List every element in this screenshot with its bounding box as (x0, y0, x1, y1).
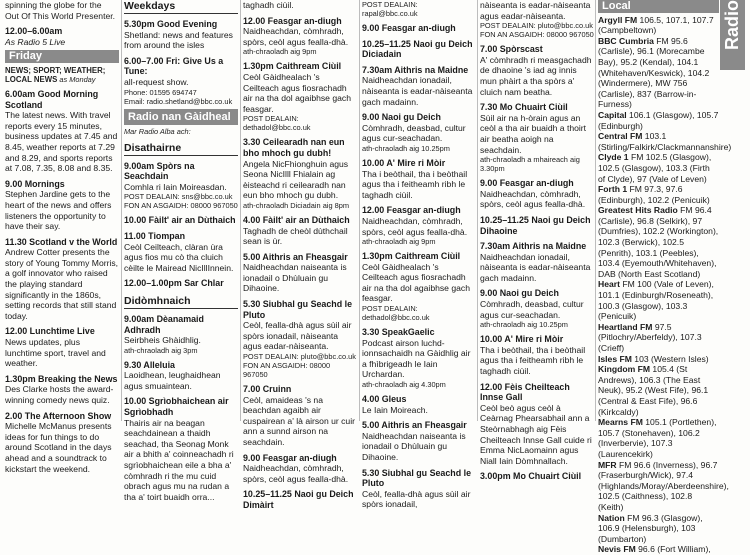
station-entry (598, 364, 719, 417)
repeat-note: ath-chraoladh Diciadain aig 8pm (243, 200, 349, 210)
programme-post: POST DEALAIN: dethadol@bbc.co.uk (243, 114, 311, 133)
column-2 (124, 0, 238, 502)
programme-title: 6.00am Good Morning Scotland (5, 88, 99, 110)
repeat-note: ath-chraoladh a mhaireach aig 3.30pm (480, 155, 580, 174)
programme-desc: nàiseanta is eadar-nàiseanta agus eadar-nàiseanta. (480, 0, 591, 21)
station-entry (598, 152, 719, 184)
station-name: Kingdom FM (598, 364, 651, 375)
station-name: Argyll FM (598, 14, 638, 25)
programme-desc: Ceòl, amaideas 's na beachdan agaibh air cuspairean a' là airson ur cuir ann a sunnd airson na seachdain. (243, 394, 355, 447)
programme-title: 10.25–11.25 Naoi gu Deich Dihaoine (480, 214, 591, 236)
station-frequencies: 105.4 (St Andrews), 106.3 (The East Neuk), 95.2 (West Fife), 96.1 (Central & East Fife), 96.6 (Kirkcaldy) (598, 364, 709, 417)
tag-line (5, 75, 119, 84)
station-frequencies: 106.1 (Glasgow), 105.7 (Edinburgh) (598, 109, 719, 131)
day-heading: Disathairne (124, 142, 238, 156)
programme-desc: Naidheachdan naiseanta is ionadail o Dhùluain gu Dihaoine. (243, 262, 347, 294)
station-frequencies: FM 102.5 (Glasgow), 102.5 (Glasgow), 103.3 (Firth of Clyde), 97 (Vale of Leven) (598, 152, 712, 184)
programme-title: 1.30pm Caithream Ciùil (362, 251, 461, 262)
intro-line: Out Of This World Presenter. (5, 10, 116, 21)
programme-post: POST DEALAIN: pluto@bbc.co.uk (480, 21, 593, 31)
programme-desc: A' còmhradh ri measgachadh de dhaoine 's iad ag innis mun phàirt a tha spòrs a' cluich nam beatha. (480, 54, 592, 97)
programme-title: 2.00 The Afternoon Show (5, 410, 112, 421)
programme-title: 10.25–11.25 Naoi gu Deich Dimàirt (243, 489, 354, 510)
programme-desc: Sùil air na h-òrain agus an ceòl a tha air buaidh a thoirt air beatha aoigh na seachdain. (480, 112, 587, 155)
programme-desc: Ceòl, fealla-dhà agus sùil air spòrs ionadail, nàiseanta agus eadar-nàiseanta. (243, 320, 352, 352)
programme-title: 9.00 Naoi gu Deich (362, 112, 441, 123)
station-name: BBC Cumbria (598, 35, 654, 46)
station-frequencies: FM 96.4 (Carlisle), 96.8 (Selkirk), 97 (Dumfries), 102.2 (Workington), 102.3 (Berwick), 102.5 (Penrith), 103.1 (Peebles), 103.4 (Eyemouth/Whitehaven), DAB (North East Scotland) (598, 205, 719, 279)
programme-post: POST DEALAIN: pluto@bbc.co.uk (243, 352, 356, 362)
station-entry (598, 110, 719, 131)
programme-title: 3.30 Ceilearadh nan eun bho mhoch gu dubh! (243, 137, 345, 158)
station-frequencies: FM 96.3 (Glasgow), 106.9 (Helensburgh), 103 (Dumbarton) (598, 512, 703, 544)
programme-title: 9.00 Feasgar an-diugh (362, 23, 456, 33)
column-3 (243, 0, 356, 510)
column-5 (480, 0, 594, 482)
station-frequencies: FM 95.6 (Carlisle), 96.1 (Morecambe Bay), 95.2 (Kendal), 104.1 (Whitehaven/Keswick), 104.2 (Windermere), MW 756 (Carlisle), 837 (Barrow-in-Furness) (598, 35, 710, 110)
programme-desc: Ceòl, fealla-dhà agus sùil air spòrs ionadail, (362, 488, 471, 510)
programme-title: 9.00 Feasgar an-diugh (480, 178, 574, 189)
contact-email: Email: radio.shetland@bbc.co.uk (124, 96, 233, 106)
station-entry (598, 15, 719, 36)
programme-desc: Ceòl beò agus ceòl à Ceàrnag Phearsabhail ann a Steòrnabhagh aig Fèis Cheilteach Innse Gall cuide ri Emma NicLaomainn agus Niall Iain Dòmhnallach. (480, 402, 592, 466)
station-entry (598, 205, 719, 279)
station-name: Mearns FM (598, 417, 643, 428)
programme-title: 1.30pm Breaking the News (5, 373, 118, 384)
repeat-note: ath-chraoladh aig 9pm (243, 47, 317, 57)
station-name: Central FM (598, 131, 643, 142)
repeat-note: ath-chraoladh aig 9pm (362, 237, 436, 247)
programme-desc: Thairis air na beagan seachdainean a thaidh seachad, tha Seonag Monk air a bhith a' coinneachadh ri sgrìobhaichean eile a bha a' còmhradh ri the mu cuid obrach agus mu na rudan a tha a' toirt buaidh orra... (124, 417, 234, 502)
station-name: Nevis FM (598, 544, 636, 555)
contact-phone: Phone: 01595 694747 (124, 87, 197, 97)
programme-title: 12.00–6.00am (5, 26, 63, 37)
station-entry (598, 279, 719, 321)
programme-desc: News updates, plus lunchtime sport, travel and weather. (5, 337, 106, 369)
programme-desc: Naidheachdan, còmhradh, spòrs, ceòl agus fealla-dhà. (243, 26, 349, 47)
programme-phone: FON AN ASGAIDH: 08000 967050 (124, 201, 238, 211)
programme-phone: FON AN ASGAIDH: 08000 967050 (243, 361, 331, 380)
programme-title: 7.00 Cruinn (243, 384, 292, 395)
programme-title: 10.25–11.25 Naoi gu Deich Diciadain (362, 38, 473, 60)
station-frequencies: 105.1 (Portlethen), 105.7 (Stonehaven), 106.2 (Inverbervie), 107.3 (Laurencekirk) (598, 417, 717, 459)
programme-desc: Angela NicFhionghuin agus Seona NicIlll Fhialain ag èisteachd ri ceilearadh nan eun bho mhoch gu dubh. (243, 158, 349, 201)
programme-title: 7.30am Aithris na Maidne (480, 241, 587, 252)
section-heading: Weekdays (124, 0, 238, 14)
programme-title: 1.30pm Caithream Ciùil (243, 61, 342, 72)
programme-post: POST DEALAIN: dethadol@bbc.co.uk (362, 304, 430, 323)
station-name: Greatest Hits Radio (598, 205, 678, 216)
programme-desc: Ceòl Ceilteach, clàran ùra agus fios mu cò tha cluich cèilte le Mairead NicIllInnein. (124, 241, 234, 273)
programme-title: 4.00 Gleus (362, 394, 407, 405)
station-entry (598, 322, 719, 354)
programme-desc: Des Clarke hosts the award-winning comedy news quiz. (5, 384, 114, 405)
programme-desc: Laoidhean, leughaidhean agus smuaintean. (124, 370, 221, 391)
programme-title: 12.00 Feasgar an-diugh (243, 15, 342, 26)
station-entry (598, 184, 719, 205)
radio-vertical-label: Radio (720, 0, 745, 70)
programme-desc: Naidheachdan, còmhradh, spòrs, ceòl agus fealla-dhà. (362, 215, 468, 237)
programme-title: 5.30 Siubhal gu Seachd le Pluto (243, 299, 353, 320)
programme-desc: Stephen Jardine gets to the heart of the news and offers listeners the opportunity to have their say. (5, 189, 112, 232)
programme-title: 5.30 Siubhal gu Seachd le Pluto (362, 467, 472, 489)
station-name: Nation (598, 512, 625, 523)
programme-title: 12.00 Lunchtime Live (5, 326, 95, 337)
repeat-note: ath-chraoladh aig 10.25pm (362, 143, 450, 153)
repeat-note: ath-chraoladh aig 4.30pm (362, 380, 446, 390)
programme-title: 12.00 Fèis Cheilteach Innse Gall (480, 381, 570, 403)
programme-title: 3.00pm Mo Chuairt Ciùil (480, 471, 582, 482)
station-name: Clyde 1 (598, 152, 629, 163)
programme-desc: Andrew Cotter presents the story of Young Tommy Morris, a golf innovator who raised the playing standard significantly in the 1860s, setting records that still stand today. (5, 247, 119, 321)
station-frequencies: 103 (Western Isles) (631, 353, 709, 364)
programme-title: 6.00–7.00 Fri: Give Us a Tune: (124, 55, 224, 77)
programme-desc: Comhla ri Iain Moireasdan. (124, 181, 227, 192)
programme-title: 12.00 Feasgar an-diugh (362, 205, 461, 216)
programme-title: 3.30 SpeakGaelic (362, 327, 435, 338)
programme-desc: Naidheachdan, còmhradh, spòrs, ceòl agus fealla-dhà. (243, 463, 349, 484)
station-frequencies: 96.6 (Fort William), (635, 544, 711, 555)
programme-title: 7.30am Aithris na Maidne (362, 64, 469, 75)
programme-title: 9.30 Alleluia (124, 359, 175, 370)
programme-desc: Naidheachdan, còmhradh, spòrs, ceòl agus fealla-dhà. (480, 188, 586, 210)
programme-post: POST DEALAIN: rapal@bbc.co.uk (362, 0, 418, 18)
programme-desc: Còmhradh, deasbad, cultur agus cur-seachadan. (480, 299, 584, 320)
programme-desc: Ceòl Gàidhealach 's Ceilteach agus fiosrachadh air na tha dol agaibhse gach feasgar. (243, 71, 351, 114)
programme-title: 7.00 Spòrscast (480, 44, 543, 55)
programme-desc: Michelle McManus presents ideas for fun things to do around Scotland in the days ahead and a soundtrack to kickstart the weekend. (5, 421, 112, 474)
programme-desc: Seirbheis Ghàidhlig. (124, 335, 201, 346)
programme-desc: As Radio 5 Live (5, 36, 66, 47)
programme-desc: Naidheachdan ionadail, nàiseanta is eadar-nàiseanta gach madainn. (362, 75, 473, 107)
programme-title: 10.00 Sgrìobhaichean air Sgrìobhadh (124, 396, 229, 418)
programme-title: 10.00 A' Mire ri Mòir (362, 157, 446, 168)
tag-line-bold: NEWS; SPORT; WEATHER; (5, 65, 106, 75)
programme-desc: taghadh ciùil. (243, 0, 294, 10)
column-divider (240, 0, 241, 421)
programme-title: 5.30pm Good Evening (124, 19, 218, 29)
programme-desc: Taghadh de cheòl dùthchail sean is ùr. (243, 225, 348, 247)
column-1 (5, 0, 119, 474)
station-entry (598, 36, 719, 110)
programme-desc: Shetland: news and features from around the isles (124, 29, 233, 51)
programme-title: 10.00 A' Mire ri Mòir (480, 334, 564, 345)
programme-desc: Ceòl Gàidhealach 's Ceilteach agus fiosrachadh air na tha dol agaibhse gach feasgar. (362, 261, 470, 304)
day-heading: Friday (5, 50, 119, 63)
station-entry (598, 417, 719, 459)
repeat-note: ath-chraoladh aig 3pm (124, 345, 198, 355)
day-heading: Didòmhnaich (124, 295, 238, 309)
tag-line (5, 66, 119, 75)
column-divider (121, 0, 122, 421)
programme-title: 9.00am Spòrs na Seachdain (124, 160, 195, 182)
station-entry (598, 354, 719, 365)
programme-desc: Naidheachdan ionadail, nàiseanta is eadar-nàiseanta gach madainn. (480, 251, 591, 283)
programme-title: 9.00 Mornings (5, 178, 65, 189)
programme-desc: The latest news. With travel reports every 15 minutes, business updates at 7.45 and 8.45, weather reports at 7.29 and 8.29, and sports reports at 7.08, 7.35, 8.08 and 8.35. (5, 110, 118, 174)
station-name: Forth 1 (598, 184, 628, 195)
station-frequencies: 97.5 (Pitlochry/Aberfeldy), 107.3 (Crieff) (598, 321, 702, 353)
station-entry (598, 513, 719, 545)
station-name: Heartland FM (598, 321, 653, 332)
programme-title: 9.00am Dèanamaid Adhradh (124, 313, 204, 335)
programme-desc: Tha i beòthail, tha i beòthail agus tha i feitheamh ribh le taghadh ciùil. (480, 344, 586, 377)
programme-phone: FON AN ASGAIDH: 08000 967050 (480, 30, 594, 40)
programme-title: 11.30 Scotland v the World (5, 236, 118, 247)
station-frequencies: FM 97.3, 97.6 (Edinburgh), 102.2 (Penicuik) (598, 184, 710, 205)
station-name: Capital (598, 109, 627, 120)
repeat-note: ath-chraoladh aig 10.25pm (480, 320, 568, 330)
station-entry (598, 459, 729, 513)
programme-title: 4.00 Fàilt' air an Dùthaich (243, 214, 350, 225)
station-list (598, 14, 732, 555)
programme-desc: Naidheachdan naiseanta is ionadail o Dhùluain gu Dihaoine. (362, 430, 466, 462)
station-name: MFR (598, 459, 617, 470)
station-entry (598, 544, 719, 555)
programme-desc: all-request show. (124, 76, 189, 87)
programme-title: 11.00 Tiompan (124, 230, 186, 241)
station-subheading: Mar Radio Alba ach: (124, 126, 191, 136)
tag-line-bold: LOCAL NEWS (5, 74, 58, 84)
station-name: Isles FM (598, 353, 632, 364)
tag-line-note: as Monday (57, 74, 96, 84)
column-divider (477, 0, 478, 421)
station-frequencies: FM 100 (Vale of Leven), 101.1 (Edinburgh/Roseneath), 100.3 (Glasgow), 103.3 (Penicuik) (598, 279, 714, 322)
programme-desc: Le Iain Moireach. (362, 404, 428, 415)
local-heading: Local (598, 0, 719, 13)
programme-title: 9.00 Naoi gu Deich (480, 288, 559, 299)
programme-title: 9.00 Feasgar an-diugh (243, 452, 337, 463)
programme-title: 7.30 Mo Chuairt Ciùil (480, 102, 568, 113)
programme-post: POST DEALAIN: sns@bbc.co.uk (124, 192, 233, 202)
programme-title: 12.00–1.00pm Sar Chlar (124, 278, 224, 289)
station-frequencies: 103.1 (Stirling/Falkirk/Clackmannanshire) (598, 131, 732, 152)
programme-title: 10.00 Fàilt' air an Dùthaich (124, 215, 236, 226)
programme-title: 5.00 Aithris an Fheasgair (362, 420, 467, 431)
station-frequencies: FM 96.6 (Inverness), 96.7 (Fraserburgh/Wick), 97.4 (Highlands/Moray/Aberdeenshire), 102.5 (Caithness), 102.8 (Keith) (598, 459, 729, 512)
station-frequencies: 106.5, 107.1, 107.7 (Campbeltown) (598, 14, 714, 36)
column-divider (595, 0, 596, 421)
programme-desc: Tha i beòthail, tha i beòthail agus tha i feitheamh ribh le taghadh ciùil. (362, 168, 468, 200)
programme-desc: Còmhradh, deasbad, cultur agus cur-seachadan. (362, 122, 466, 144)
programme-desc: Podcast airson luchd-ionnsachaidh na Gàidhlig air a fhìbrigeadh le Iain Urchardan. (362, 337, 471, 380)
column-divider (359, 0, 360, 421)
column-6 (598, 0, 745, 555)
column-4 (362, 0, 475, 510)
station-name: Heart (598, 279, 620, 290)
station-heading: Radio nan Gàidheal (124, 109, 238, 125)
programme-title: 5.00 Aithris an Fheasgair (243, 251, 348, 262)
station-entry (598, 131, 732, 152)
intro-line: spinning the globe for the (5, 0, 102, 10)
